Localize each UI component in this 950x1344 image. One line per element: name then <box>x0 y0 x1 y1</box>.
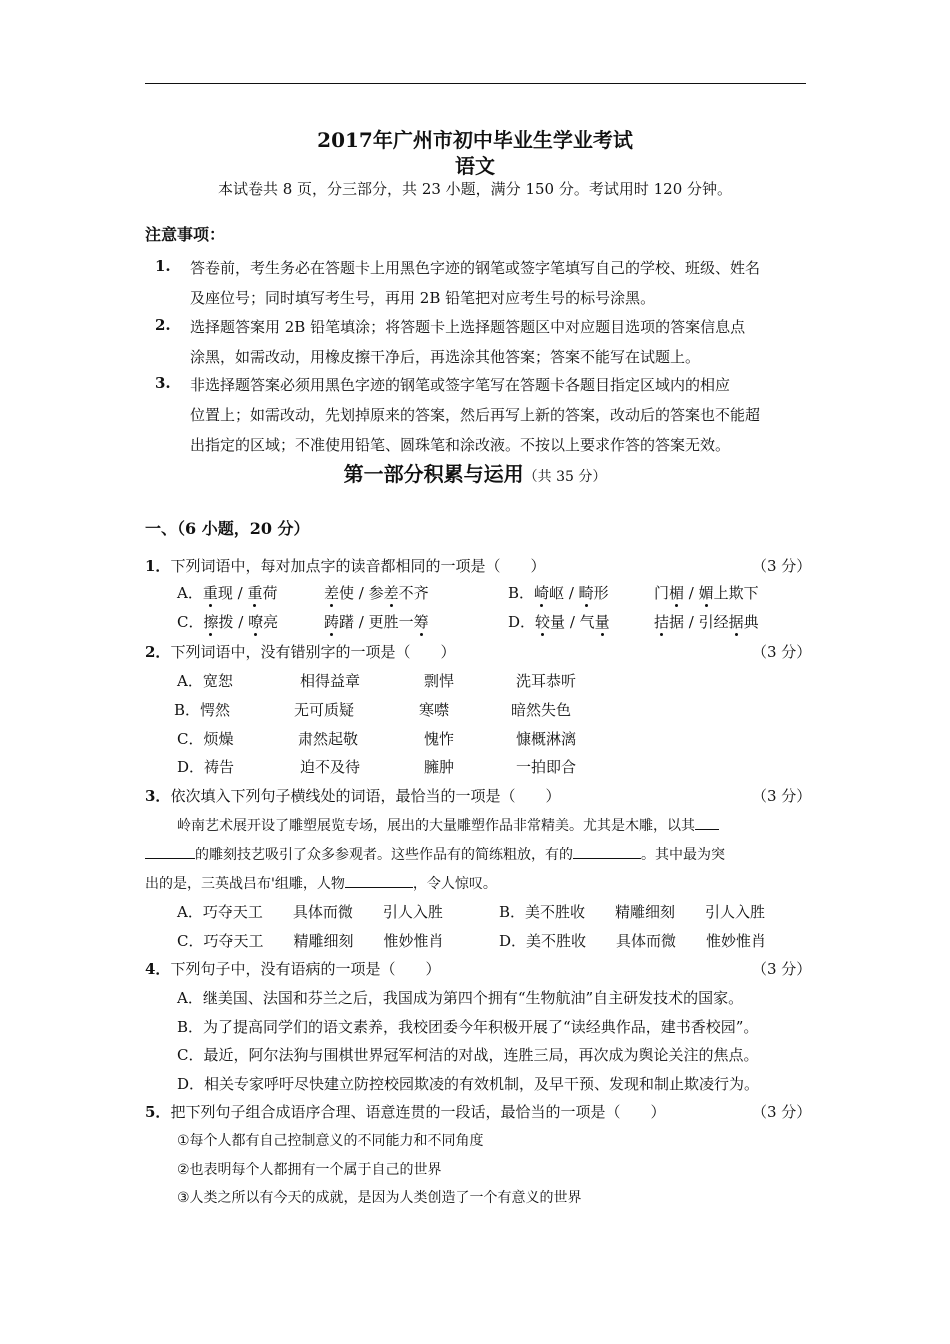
dotted-char: 重 <box>202 584 218 602</box>
dotted-char: 拮 <box>654 613 670 631</box>
q4-stem: 下列句子中，没有语病的一项是（ ） <box>170 960 441 978</box>
q5-points: （3 分） <box>752 1103 812 1121</box>
notice-num: 3. <box>155 374 171 392</box>
dotted-char: 媚 <box>698 584 714 602</box>
notice-line: 选择题答案用 2B 铅笔填涂；将答题卡上选择题答题区中对应题目选项的答案信息点 <box>190 318 746 336</box>
notice-line: 位置上；如需改动，先划掉原来的答案，然后再写上新的答案，改动后的答案也不能超 <box>190 406 761 424</box>
q2-option-b-word3: 寒噤 <box>419 701 450 719</box>
exam-subject: 语文 <box>455 154 495 178</box>
dotted-char: 较 <box>535 613 551 631</box>
dotted-char: 筹 <box>413 613 429 631</box>
option-text: 量 / 气 <box>550 613 595 631</box>
dotted-char: 畸 <box>578 584 594 602</box>
option-text: 岖 / <box>549 584 579 602</box>
q3-points: （3 分） <box>752 787 812 805</box>
q1-stem-line <box>145 555 545 576</box>
q4-option-c: C．最近，阿尔法狗与围棋世界冠军柯洁的对战，连胜三局，再次成为舆论关注的焦点。 <box>177 1046 759 1064</box>
q1-stem: 下列词语中，每对加点字的读音都相同的一项是（ ） <box>170 557 546 575</box>
q2-option-d-word4: 一拍即合 <box>516 758 577 776</box>
passage-text: ，令人惊叹。 <box>412 876 497 892</box>
dotted-char: 踌 <box>324 613 340 631</box>
q1-option-d-2 <box>654 611 759 632</box>
q2-option-b-word2: 无可质疑 <box>294 701 355 719</box>
q2-option-a-word3: 剽悍 <box>424 672 455 690</box>
q3-option-d: D．美不胜收 具体而微 惟妙惟肖 <box>499 932 767 950</box>
option-letter: B． <box>508 584 535 602</box>
q2-option-c-word2: 肃然起敬 <box>298 730 359 748</box>
option-text: / <box>684 584 699 602</box>
notice-line: 及座位号；同时填写考生号，再用 2B 铅笔把对应考生号的标号涂黑。 <box>190 289 656 307</box>
q2-num: 2． <box>145 643 171 661</box>
notice-line: 涂黑，如需改动，用橡皮擦干净后，再选涂其他答案；答案不能写在试题上。 <box>190 348 701 366</box>
part1-score: （共 35 分） <box>523 469 607 485</box>
notice-line: 答卷前，考生务必在答题卡上用黑色字迹的钢笔或签字笔填写自己的学校、班级、姓名 <box>190 259 761 277</box>
option-text: 据 / 引经 <box>669 613 729 631</box>
q1-option-a <box>177 582 277 603</box>
q1-points: （3 分） <box>752 557 812 575</box>
q2-option-c-word4: 慷概淋漓 <box>516 730 577 748</box>
q5-num: 5． <box>145 1103 171 1121</box>
q2-option-a: A．宽恕 <box>177 672 233 690</box>
q2-option-b-word4: 暗然失色 <box>511 701 572 719</box>
q3-option-c: C．巧夺天工 精雕细刻 惟妙惟肖 <box>177 932 444 950</box>
dotted-char: 差 <box>324 584 340 602</box>
q4-option-d: D．相关专家呼吁尽快建立防控校园欺凌的有效机制，及早干预、发现和制止欺凌行为。 <box>177 1075 760 1093</box>
part1-title <box>0 458 950 487</box>
part1-title-text: 第一部分积累与运用 <box>343 462 524 486</box>
top-rule <box>145 83 806 84</box>
option-letter: D． <box>508 613 536 631</box>
q3-option-b: B．美不胜收 精雕细刻 引人入胜 <box>499 903 766 921</box>
q4-stem-line <box>145 958 440 979</box>
q2-option-d: D．祷告 <box>177 758 235 776</box>
option-text: 拨 / <box>218 613 249 631</box>
option-letter: C． <box>177 613 204 631</box>
q3-stem: 依次填入下列句子横线处的词语，最恰当的一项是（ ） <box>170 787 561 805</box>
notice-heading: 注意事项： <box>145 225 226 244</box>
q2-option-b: B．愕然 <box>174 701 231 719</box>
dotted-char: 重 <box>247 584 263 602</box>
q2-stem: 下列词语中，没有错别字的一项是（ ） <box>170 643 456 661</box>
q2-points: （3 分） <box>752 643 812 661</box>
dotted-char: 量 <box>594 613 610 631</box>
q2-stem-line <box>145 641 455 662</box>
option-letter: A． <box>177 584 203 602</box>
exam-title: 2017年广州市初中毕业生学业考试 <box>317 128 633 152</box>
exam-info: 本试卷共 8 页，分三部分，共 23 小题，满分 150 分。考试用时 120 分钟。 <box>217 180 733 198</box>
q3-num: 3． <box>145 787 171 805</box>
answer-blank <box>145 844 195 859</box>
q2-option-d-word2: 迫不及待 <box>300 758 361 776</box>
q1-option-c-2 <box>324 611 429 632</box>
passage-text: 的雕刻技艺吸引了众多参观者。这些作品有的简练粗放，有的 <box>195 847 573 863</box>
option-text: 形 <box>593 584 609 602</box>
q5-stem-line <box>145 1101 665 1122</box>
option-text: 亮 <box>263 613 279 631</box>
option-text: 使 / 参 <box>339 584 384 602</box>
option-text: 躇 / 更胜一 <box>339 613 414 631</box>
dotted-char: 擦 <box>203 613 219 631</box>
answer-blank <box>573 844 641 859</box>
q5-stem: 把下列句子组合成语序合理、语意连贯的一段话，最恰当的一项是（ ） <box>170 1103 666 1121</box>
q1-option-d <box>508 611 610 632</box>
option-text: 现 / <box>217 584 248 602</box>
notice-num: 2. <box>155 316 171 334</box>
q2-option-a-word4: 洗耳恭听 <box>516 672 577 690</box>
passage-text: 出的是，三英战吕布'组雕，人物 <box>145 876 345 892</box>
q4-option-b: B．为了提高同学们的语文素养，我校团委今年积极开展了“读经典作品，建书香校园”。 <box>177 1018 759 1036</box>
passage-text: 。其中最为突 <box>641 847 725 863</box>
q1-option-b <box>508 582 609 603</box>
option-text: 典 <box>743 613 759 631</box>
q4-option-a: A．继美国、法国和芬兰之后，我国成为第四个拥有“生物航油”自主研发技术的国家。 <box>177 989 744 1007</box>
q3-stem-line <box>145 785 560 806</box>
q2-option-c-word3: 愧怍 <box>424 730 455 748</box>
q3-passage-line-1 <box>177 815 719 835</box>
notice-num: 1. <box>155 257 171 275</box>
q2-option-a-word2: 相得益章 <box>300 672 361 690</box>
option-text: 荷 <box>262 584 278 602</box>
dotted-char: 差 <box>383 584 399 602</box>
option-text: 不齐 <box>398 584 429 602</box>
dotted-char: 崎 <box>534 584 550 602</box>
q1-option-c <box>177 611 278 632</box>
option-text: 上欺下 <box>713 584 759 602</box>
dotted-char: 据 <box>728 613 744 631</box>
option-text: 门 <box>654 584 670 602</box>
q4-num: 4． <box>145 960 171 978</box>
dotted-char: 楣 <box>669 584 685 602</box>
answer-blank <box>695 815 719 830</box>
q3-passage-line-3 <box>145 873 497 893</box>
q3-option-a: A．巧夺天工 具体而微 引人入胜 <box>177 903 443 921</box>
q2-option-c: C．烦燥 <box>177 730 234 748</box>
q4-points: （3 分） <box>752 960 812 978</box>
section1-heading: 一、（6 小题，20 分） <box>145 519 310 538</box>
dotted-char: 嘹 <box>248 613 264 631</box>
q5-sentence-2: ②也表明每个人都拥有一个属于自己的世界 <box>177 1162 442 1178</box>
q2-option-d-word3: 臃肿 <box>424 758 455 776</box>
q1-num: 1． <box>145 557 171 575</box>
answer-blank <box>345 873 413 888</box>
q1-option-a-2 <box>324 582 429 603</box>
q1-option-b-2 <box>654 582 759 603</box>
q5-sentence-3: ③人类之所以有今天的成就，是因为人类创造了一个有意义的世界 <box>177 1190 582 1206</box>
notice-line: 出指定的区域；不准使用铅笔、圆珠笔和涂改液。不按以上要求作答的答案无效。 <box>190 436 731 454</box>
q5-sentence-1: ①每个人都有自己控制意义的不同能力和不同角度 <box>177 1133 484 1149</box>
q3-passage-line-2 <box>145 844 725 864</box>
passage-text: 岭南艺术展开设了雕塑展览专场，展出的大量雕塑作品非常精美。尤其是木雕，以其 <box>177 818 695 834</box>
notice-line: 非选择题答案必须用黑色字迹的钢笔或签字笔写在答题卡各题目指定区域内的相应 <box>190 376 731 394</box>
